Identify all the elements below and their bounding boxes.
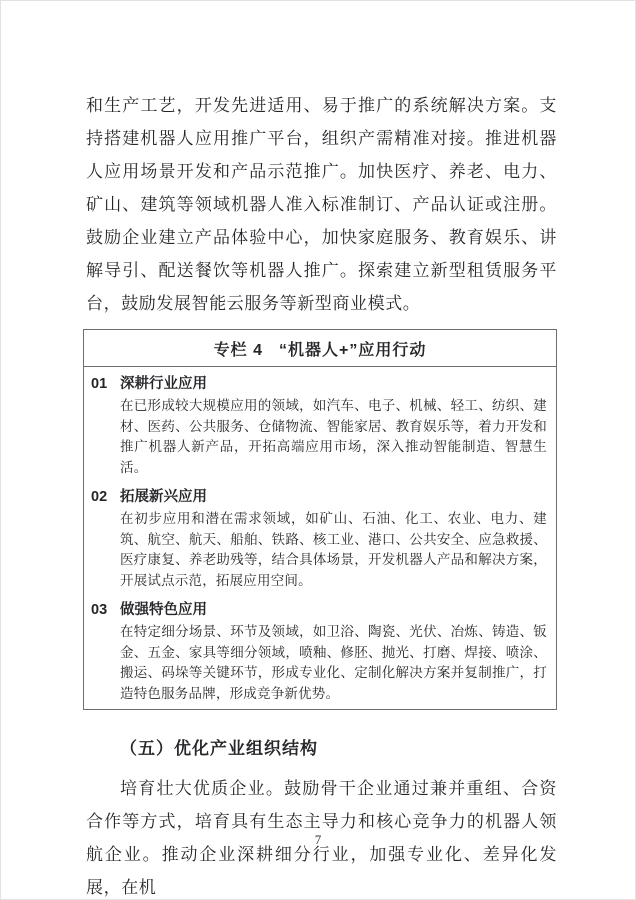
item-number: 02 [91, 489, 108, 505]
box-item-2 [84, 483, 556, 591]
item-body: 在已形成较大规模应用的领域，如汽车、电子、机械、轻工、纺织、建材、医药、公共服务、仓储物流、智能家居、教育娱乐等，着力开发和推广机器人新产品，开拓高端应用市场，深入推动智能制造、智慧生活。 [120, 398, 547, 475]
item-title: 拓展新兴应用 [120, 489, 207, 505]
item-body: 在特定细分场景、环节及领域，如卫浴、陶瓷、光伏、冶炼、铸造、钣金、五金、家具等细分领域，喷釉、修胚、抛光、打磨、焊接、喷涂、搬运、码垛等关键环节，形成专业化、定制化解决方案并复制推广，打造特色服务品牌，形成竞争新优势。 [120, 624, 547, 701]
section-heading: （五）优化产业组织结构 [120, 739, 318, 758]
item-number: 01 [91, 376, 108, 392]
box-item-1 [84, 370, 556, 478]
box-item-heading-row [84, 483, 556, 506]
page-number: 7 [314, 832, 322, 847]
box-title [84, 330, 556, 367]
item-number: 03 [91, 602, 108, 618]
box-item-heading-row [84, 596, 556, 619]
column-box [83, 329, 557, 710]
item-body: 在初步应用和潜在需求领域，如矿山、石油、化工、农业、电力、建筑、航空、航天、船舶、铁路、核工业、港口、公共安全、应急救援、医疗康复、养老助残等，结合具体场景，开发机器人产品和解决方案，开展试点示范，拓展应用空间。 [120, 511, 547, 588]
box-item-3 [84, 596, 556, 704]
item-title: 做强特色应用 [120, 602, 207, 618]
intro-paragraph: 和生产工艺，开发先进适用、易于推广的系统解决方案。支持搭建机器人应用推广平台，组织产需精准对接。推进机器人应用场景开发和产品示范推广。加快医疗、养老、电力、矿山、建筑等领域机器人准入标准制订、产品认证或注册。鼓励企业建立产品体验中心，加快家庭服务、教育娱乐、讲解导引、配送餐饮等机器人推广。探索建立新型租赁服务平台，鼓励发展智能云服务等新型商业模式。 [86, 96, 557, 313]
box-title-label: 专栏 4 [213, 342, 263, 359]
box-title-text: “机器人+”应用行动 [279, 342, 427, 359]
item-title: 深耕行业应用 [120, 376, 207, 392]
closing-paragraph: 培育壮大优质企业。鼓励骨干企业通过兼并重组、合资合作等方式，培育具有生态主导力和核心竞争力的机器人领航企业。推动企业深耕细分行业，加强专业化、差异化发展，在机 [86, 779, 557, 897]
box-item-heading-row [84, 370, 556, 393]
